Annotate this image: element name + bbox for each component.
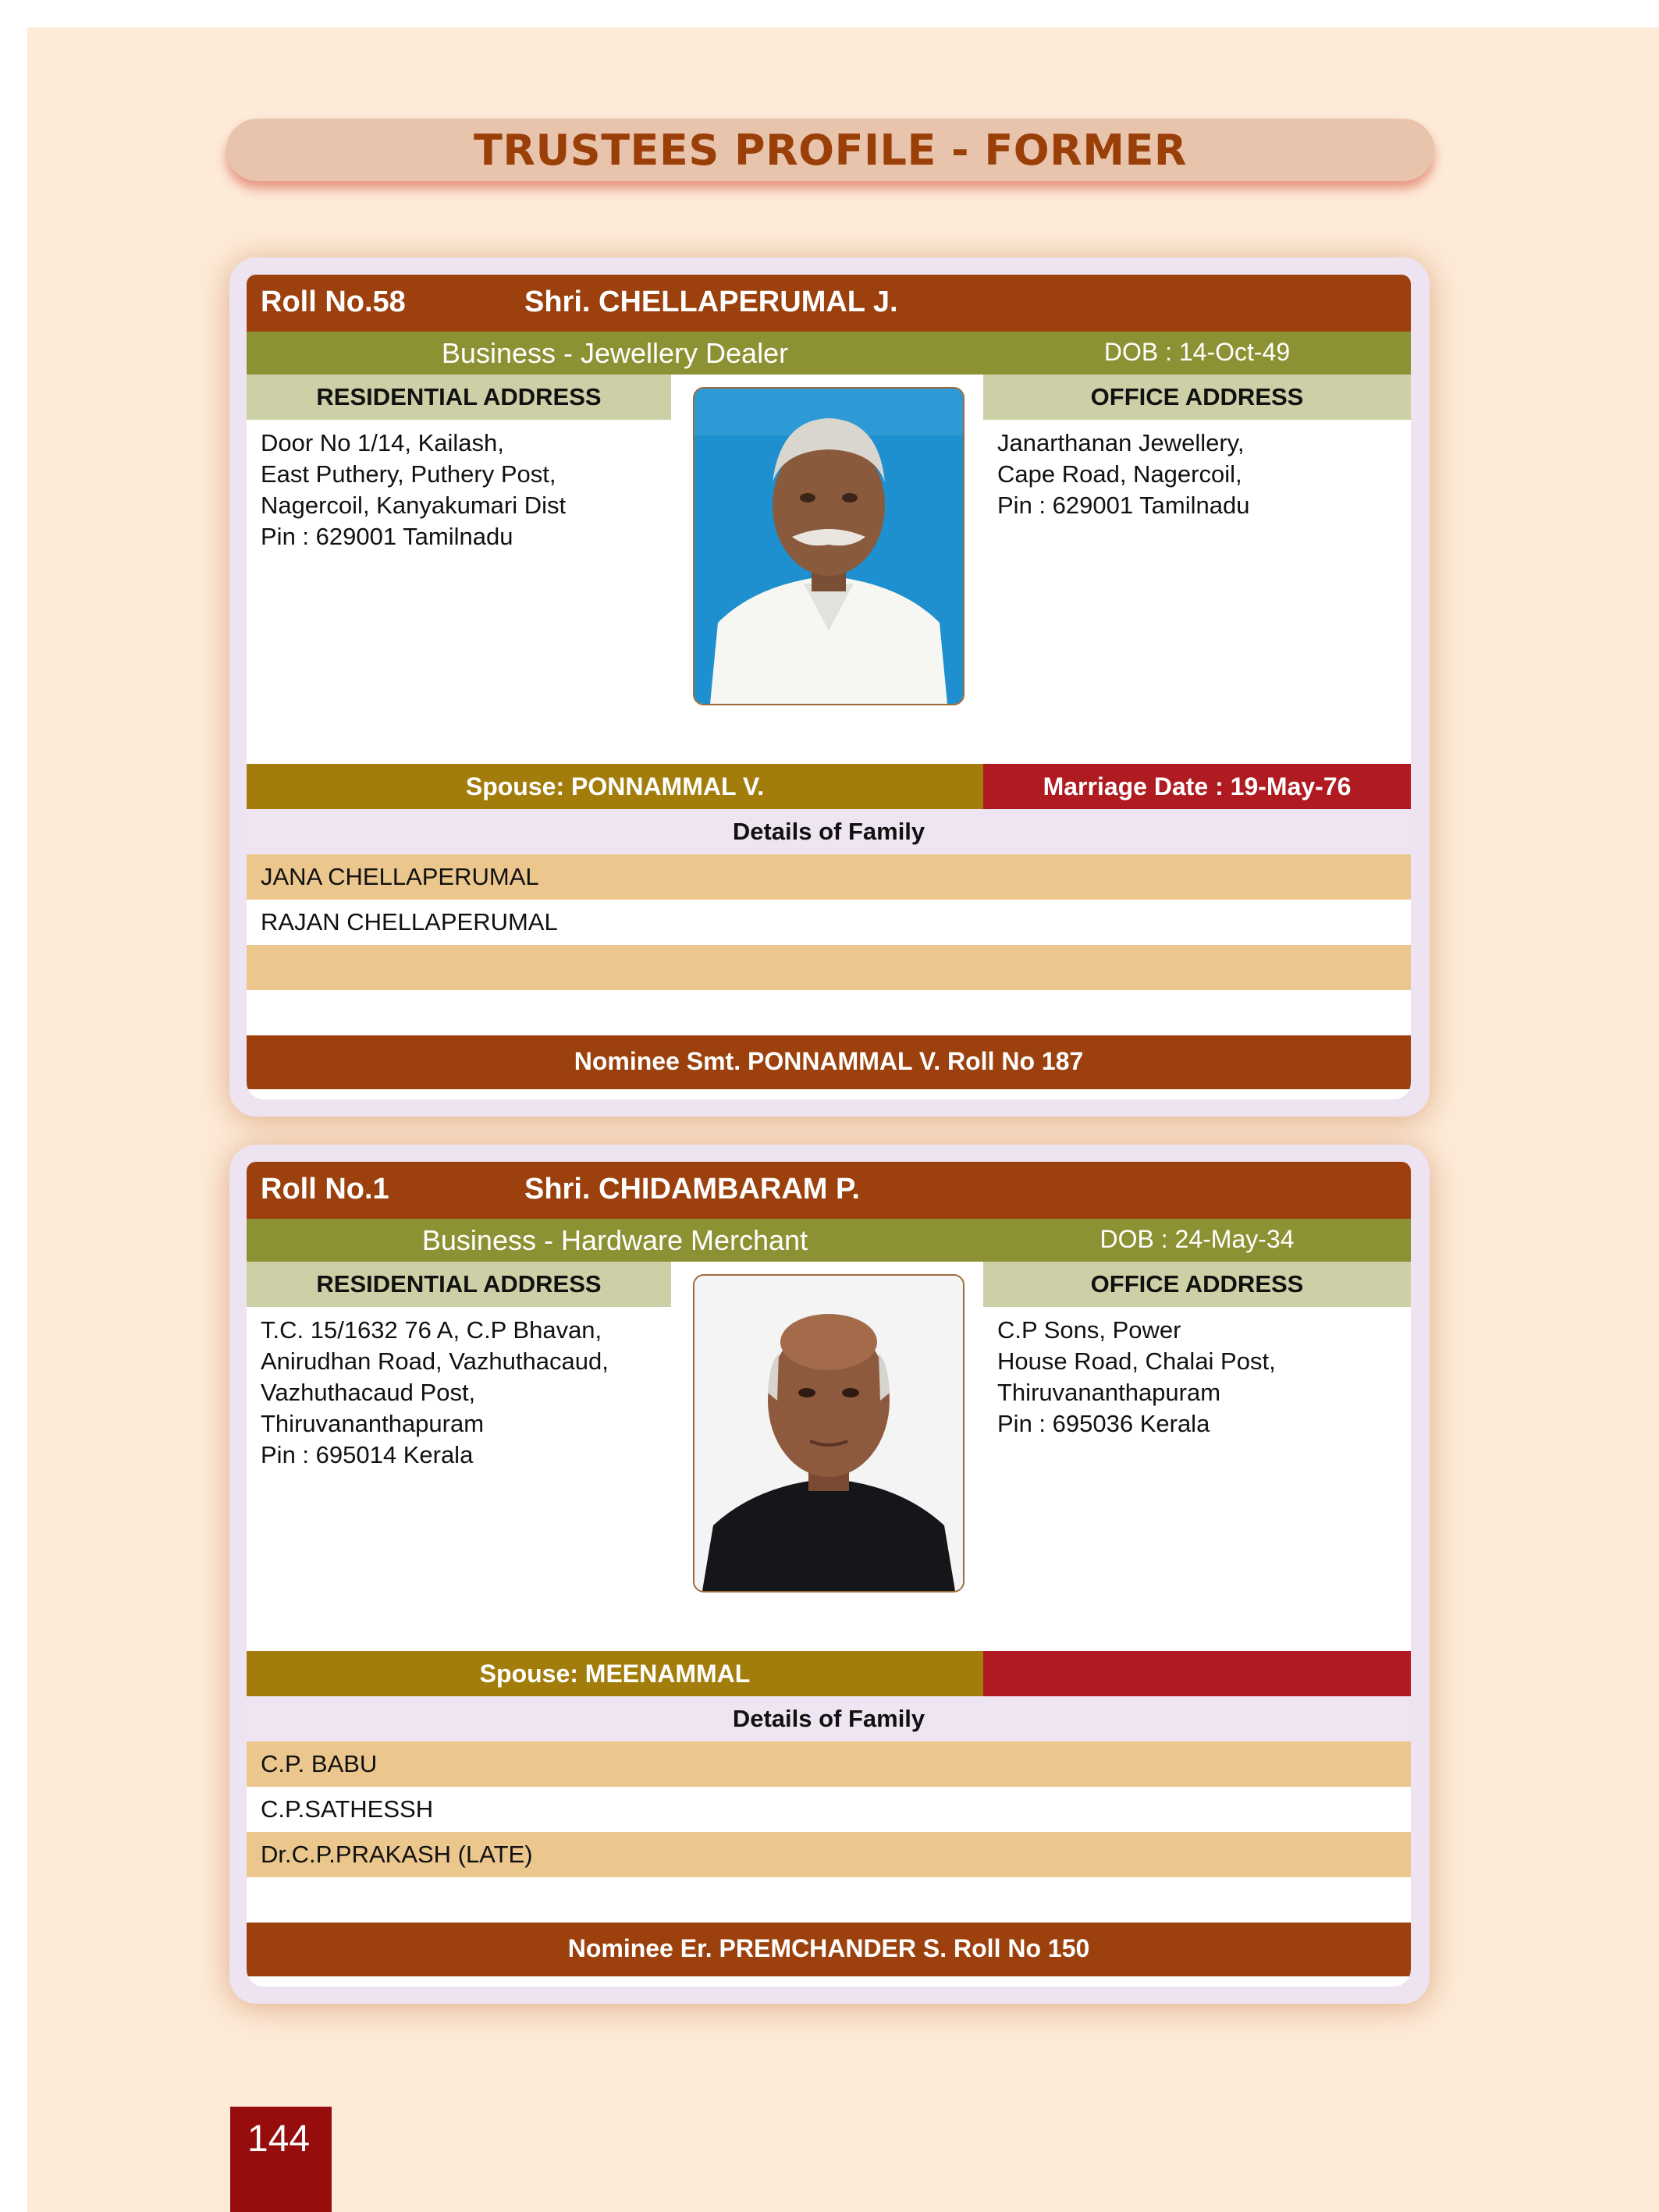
address-line: Thiruvananthapuram: [261, 1410, 485, 1437]
dob-text: DOB : 14-Oct-49: [1103, 338, 1291, 366]
trustee-name: Shri. CHELLAPERUMAL J.: [524, 286, 898, 318]
family-row: C.P.SATHESSH: [247, 1787, 1411, 1832]
family-row: C.P. BABU: [247, 1742, 1411, 1787]
residential-address-heading: RESIDENTIAL ADDRESS: [247, 1262, 671, 1307]
residential-address-heading: RESIDENTIAL ADDRESS: [247, 375, 671, 420]
address-line: House Road, Chalai Post,: [997, 1347, 1276, 1375]
address-line: Vazhuthacaud Post,: [261, 1379, 476, 1406]
address-line: Anirudhan Road, Vazhuthacaud,: [261, 1347, 609, 1375]
trustee-card-body: [247, 1162, 1411, 1987]
address-line: East Puthery, Puthery Post,: [261, 460, 556, 488]
address-line: Nagercoil, Kanyakumari Dist: [261, 492, 567, 519]
business-row: [247, 1219, 1411, 1262]
trustee-card: [229, 1145, 1430, 2004]
family-row: Dr.C.P.PRAKASH (LATE): [247, 1832, 1411, 1877]
dob-text: DOB : 24-May-34: [1099, 1225, 1295, 1253]
address-line: T.C. 15/1632 76 A, C.P Bhavan,: [261, 1316, 602, 1344]
trustee-card-body: [247, 275, 1411, 1099]
address-line: Pin : 629001 Tamilnadu: [261, 523, 513, 550]
address-line: Janarthanan Jewellery,: [997, 429, 1245, 456]
address-line: Pin : 695014 Kerala: [261, 1441, 474, 1468]
page-number-box: [230, 2107, 332, 2212]
office-address-heading: OFFICE ADDRESS: [983, 375, 1411, 420]
office-address: [997, 1315, 1395, 1440]
page-number: 144: [247, 2118, 311, 2160]
residential-address: [261, 428, 659, 552]
marriage-date-cell: [983, 1651, 1411, 1696]
business-row: [247, 332, 1411, 375]
family-row: JANA CHELLAPERUMAL: [247, 854, 1411, 900]
nominee-bar: Nominee Er. PREMCHANDER S. Roll No 150: [247, 1923, 1411, 1976]
office-address-heading: OFFICE ADDRESS: [983, 1262, 1411, 1307]
marriage-date-cell: Marriage Date : 19-May-76: [983, 764, 1411, 809]
family-heading: Details of Family: [247, 1696, 1411, 1742]
trustee-photo: [693, 387, 964, 705]
family-row: [247, 945, 1411, 990]
page-title: TRUSTEES PROFILE - FORMER: [474, 125, 1187, 175]
address-line: Pin : 695036 Kerala: [997, 1410, 1210, 1437]
trustee-header: [247, 275, 1411, 332]
address-line: Thiruvananthapuram: [997, 1379, 1221, 1406]
trustee-name: Shri. CHIDAMBARAM P.: [524, 1173, 860, 1205]
roll-number: Roll No.1: [261, 1173, 389, 1205]
family-row: RAJAN CHELLAPERUMAL: [247, 900, 1411, 945]
office-address: [997, 428, 1395, 521]
portrait-image: [695, 1276, 963, 1591]
address-line: Pin : 629001 Tamilnadu: [997, 492, 1250, 519]
family-row: [247, 1877, 1411, 1923]
spouse-cell: Spouse: MEENAMMAL: [247, 1651, 983, 1696]
address-line: Cape Road, Nagercoil,: [997, 460, 1242, 488]
trustee-header: [247, 1162, 1411, 1219]
address-line: Door No 1/14, Kailash,: [261, 429, 504, 456]
business-text: Business - Hardware Merchant: [421, 1224, 808, 1256]
trustee-card: [229, 257, 1430, 1117]
spouse-cell: Spouse: PONNAMMAL V.: [247, 764, 983, 809]
portrait-image: [695, 389, 963, 704]
page-title-bar: [226, 119, 1434, 181]
family-row: [247, 990, 1411, 1035]
nominee-bar: Nominee Smt. PONNAMMAL V. Roll No 187: [247, 1035, 1411, 1089]
family-heading: Details of Family: [247, 809, 1411, 854]
trustee-photo: [693, 1274, 964, 1592]
residential-address: [261, 1315, 659, 1471]
roll-number: Roll No.58: [261, 286, 406, 318]
address-line: C.P Sons, Power: [997, 1316, 1181, 1344]
business-text: Business - Jewellery Dealer: [441, 337, 789, 369]
